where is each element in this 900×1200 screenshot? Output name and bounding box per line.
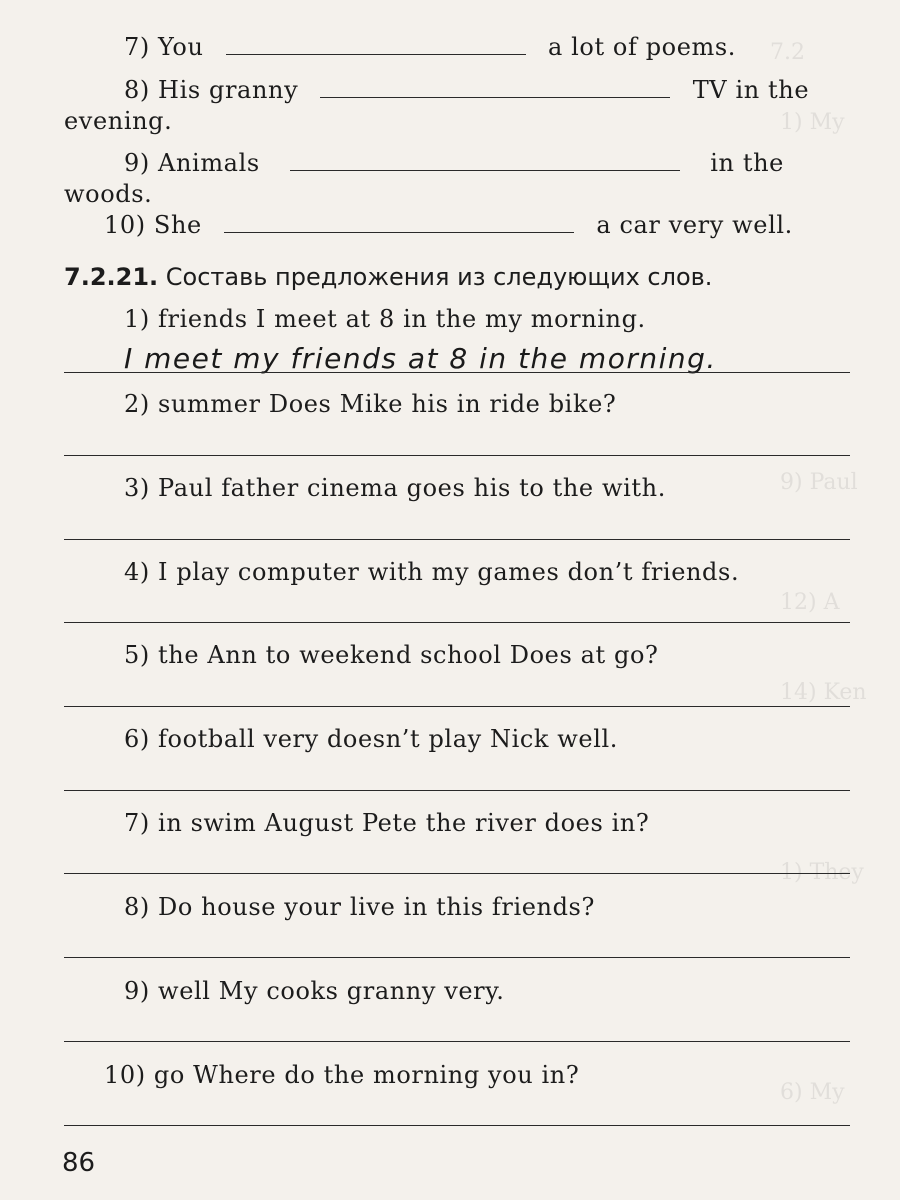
answer-line-3[interactable]	[64, 539, 850, 540]
exercise-item-6: 6) football very doesn’t play Nick well.	[124, 725, 619, 753]
answer-line-8[interactable]	[64, 957, 850, 958]
fill-item-7	[124, 32, 736, 62]
fill-item-8-blank[interactable]	[320, 75, 670, 98]
exercise-item-2: 2) summer Does Mike his in ride bike?	[124, 390, 617, 418]
exercise-item-10: 10) go Where do the morning you in?	[104, 1061, 580, 1089]
exercise-item-7: 7) in swim August Pete the river does in?	[124, 809, 650, 837]
exercise-header	[64, 262, 712, 292]
answer-line-1[interactable]	[64, 372, 850, 373]
fill-item-9-end: in the	[710, 149, 784, 177]
answer-line-10[interactable]	[64, 1125, 850, 1126]
exercise-item-5: 5) the Ann to weekend school Does at go?	[124, 641, 659, 669]
fill-item-10	[104, 210, 793, 240]
fill-item-9-continuation: woods.	[64, 180, 153, 208]
fill-item-10-blank[interactable]	[224, 210, 574, 233]
answer-line-6[interactable]	[64, 790, 850, 791]
page-number: 86	[62, 1148, 96, 1178]
fill-item-8-end: TV in the	[692, 76, 810, 104]
fill-item-8	[124, 75, 809, 105]
fill-item-10-start: 10) She	[104, 211, 202, 239]
fill-item-7-start: 7) You	[124, 33, 204, 61]
fill-item-8-continuation: evening.	[64, 107, 173, 135]
fill-item-7-blank[interactable]	[226, 32, 526, 55]
answer-line-5[interactable]	[64, 706, 850, 707]
workbook-page: 7.2 1) My 9) Paul 12) A 14) Ken 1) They 6) My 7) You a lot of poems. 8) His granny TV in the evening. 9) Animals in the woods. 10) She a car very well. 7.2.21. Составь предложения из следующих слов. 1) friends I meet at 8 in the my morning. I meet my friends at 8 in the morning. 2) summer Does Mike his in ride bike? 3) Paul father cinema goes his to the with. 4) I play computer with my games don’t friends. 5) the Ann to weekend school Does at go? 6) football very doesn’t play Nick well. 7) in swim August Pete the river does in? 8) Do house your live in this friends? 9) well My cooks granny very. 10) go Where do the morning you in? 86	[62, 33, 867, 1178]
answer-line-7[interactable]	[64, 873, 850, 874]
fill-item-9-start: 9) Animals	[124, 149, 260, 177]
fill-item-7-end: a lot of poems.	[548, 33, 737, 61]
exercise-item-4: 4) I play computer with my games don’t friends.	[124, 558, 740, 586]
exercise-instruction: Составь предложения из следующих слов.	[165, 263, 713, 291]
answer-line-4[interactable]	[64, 622, 850, 623]
exercise-number: 7.2.21.	[64, 263, 159, 291]
handwritten-answer-1: I meet my friends at 8 in the morning.	[124, 342, 717, 375]
fill-item-10-end: a car very well.	[596, 211, 793, 239]
exercise-item-8: 8) Do house your live in this friends?	[124, 893, 595, 921]
exercise-item-1: 1) friends I meet at 8 in the my morning.	[124, 305, 646, 333]
exercise-item-3: 3) Paul father cinema goes his to the with.	[124, 474, 666, 502]
fill-item-9-blank[interactable]	[290, 148, 680, 171]
answer-line-2[interactable]	[64, 455, 850, 456]
answer-line-9[interactable]	[64, 1041, 850, 1042]
exercise-item-9: 9) well My cooks granny very.	[124, 977, 505, 1005]
fill-item-8-start: 8) His granny	[124, 76, 299, 104]
fill-item-9	[124, 148, 784, 178]
